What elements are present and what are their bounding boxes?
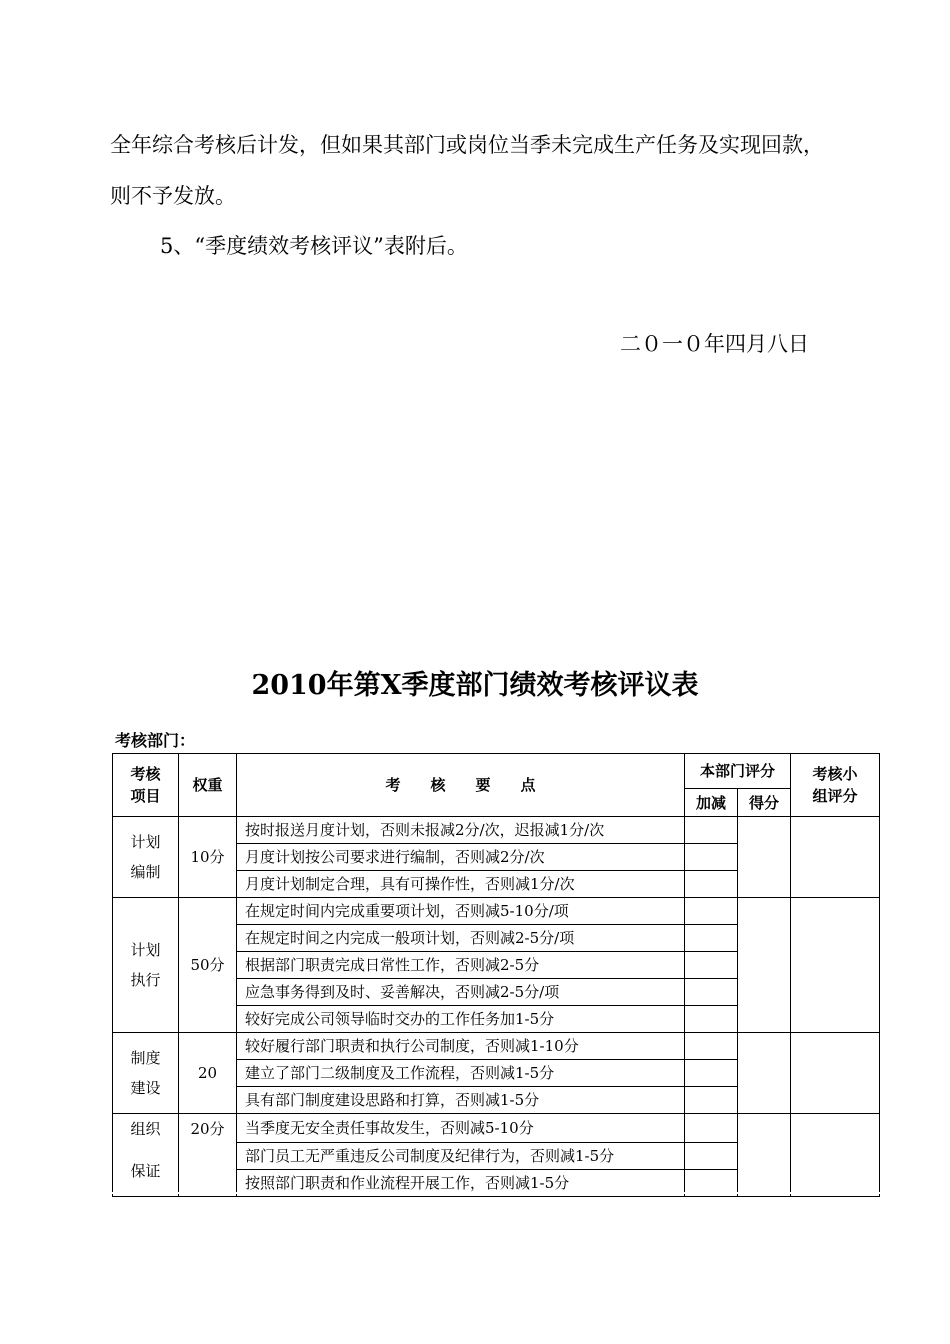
body-paragraph-2: 则不予发放。 xyxy=(110,184,236,208)
page-cut-edge xyxy=(112,1192,880,1194)
criterion: 根据部门职责完成日常性工作，否则减2-5分 xyxy=(237,952,685,979)
group-score-cell[interactable] xyxy=(791,1114,880,1197)
section-weight: 10分 xyxy=(179,817,237,898)
criterion: 部门员工无严重违反公司制度及纪律行为，否则减1-5分 xyxy=(237,1143,685,1170)
criterion: 应急事务得到及时、妥善解决，否则减2-5分/项 xyxy=(237,979,685,1006)
criterion: 按时报送月度计划，否则未报减2分/次，迟报减1分/次 xyxy=(237,817,685,844)
add-sub-cell[interactable] xyxy=(685,1087,738,1114)
header-weight: 权重 xyxy=(179,754,237,817)
section-item: 计划执行 xyxy=(113,898,179,1033)
add-sub-cell[interactable] xyxy=(685,898,738,925)
add-sub-cell[interactable] xyxy=(685,871,738,898)
group-score-cell[interactable] xyxy=(791,898,880,1033)
header-points: 考 核 要 点 xyxy=(237,754,685,817)
score-cell[interactable] xyxy=(738,1114,791,1197)
add-sub-cell[interactable] xyxy=(685,1114,738,1143)
add-sub-cell[interactable] xyxy=(685,1033,738,1060)
department-label: 考核部门： xyxy=(115,731,196,750)
criterion: 具有部门制度建设思路和打算，否则减1-5分 xyxy=(237,1087,685,1114)
evaluation-table xyxy=(112,753,880,1197)
section-item: 制度建设 xyxy=(113,1033,179,1114)
header-score: 得分 xyxy=(738,789,791,817)
criterion: 在规定时间之内完成一般项计划，否则减2-5分/项 xyxy=(237,925,685,952)
criterion: 建立了部门二级制度及工作流程，否则减1-5分 xyxy=(237,1060,685,1087)
criterion: 按照部门职责和作业流程开展工作，否则减1-5分 xyxy=(237,1170,685,1197)
header-add-sub: 加减 xyxy=(685,789,738,817)
add-sub-cell[interactable] xyxy=(685,1060,738,1087)
document-date: 二０一０年四月八日 xyxy=(620,332,809,356)
criterion: 当季度无安全责任事故发生，否则减5-10分 xyxy=(237,1114,685,1143)
group-score-cell[interactable] xyxy=(791,817,880,898)
score-cell[interactable] xyxy=(738,817,791,898)
section-item: 组织 保证 xyxy=(113,1114,179,1197)
body-paragraph-1: 全年综合考核后计发，但如果其部门或岗位当季未完成生产任务及实现回款， xyxy=(110,133,824,157)
criterion: 在规定时间内完成重要项计划，否则减5-10分/项 xyxy=(237,898,685,925)
criterion: 较好履行部门职责和执行公司制度，否则减1-10分 xyxy=(237,1033,685,1060)
group-score-cell[interactable] xyxy=(791,1033,880,1114)
body-paragraph-3: 5、“季度绩效考核评议”表附后。 xyxy=(160,234,468,258)
add-sub-cell[interactable] xyxy=(685,1006,738,1033)
section-weight: 20 xyxy=(179,1033,237,1114)
header-group-score: 考核小组评分 xyxy=(791,754,880,817)
criterion: 月度计划制定合理，具有可操作性，否则减1分/次 xyxy=(237,871,685,898)
section-weight: 20分 xyxy=(179,1114,237,1197)
criterion: 月度计划按公司要求进行编制，否则减2分/次 xyxy=(237,844,685,871)
add-sub-cell[interactable] xyxy=(685,844,738,871)
add-sub-cell[interactable] xyxy=(685,817,738,844)
add-sub-cell[interactable] xyxy=(685,1143,738,1170)
section-weight: 50分 xyxy=(179,898,237,1033)
score-cell[interactable] xyxy=(738,898,791,1033)
form-title: 2010年第X季度部门绩效考核评议表 xyxy=(251,670,699,701)
add-sub-cell[interactable] xyxy=(685,952,738,979)
score-cell[interactable] xyxy=(738,1033,791,1114)
section-item: 计划编制 xyxy=(113,817,179,898)
header-dept-score: 本部门评分 xyxy=(685,754,791,789)
add-sub-cell[interactable] xyxy=(685,979,738,1006)
add-sub-cell[interactable] xyxy=(685,925,738,952)
criterion: 较好完成公司领导临时交办的工作任务加1-5分 xyxy=(237,1006,685,1033)
header-item: 考核项目 xyxy=(113,754,179,817)
